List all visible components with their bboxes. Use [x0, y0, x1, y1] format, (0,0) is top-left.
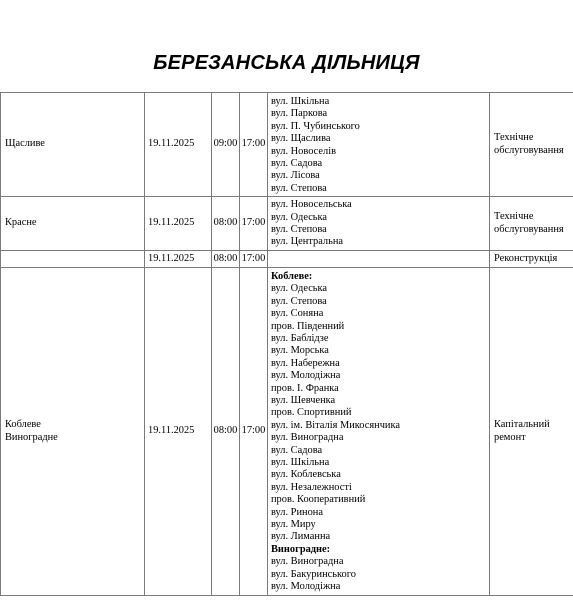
street-group-label: Виноградне: — [271, 543, 331, 555]
street-item: вул. Шкільна — [271, 456, 330, 468]
street-item: пров. Південний — [271, 320, 345, 332]
street-item: вул. Одеська — [271, 283, 328, 295]
settlement-cell — [1, 267, 145, 596]
table-row — [1, 250, 573, 267]
street-item: вул. Лісова — [271, 170, 320, 182]
settlement-cell: Красне — [1, 197, 145, 251]
date-cell: 19.11.2025 — [145, 197, 212, 251]
streets-cell — [268, 267, 490, 596]
street-item: вул. Миру — [271, 519, 316, 530]
street-item: вул. Степова — [271, 295, 327, 307]
work-type-cell: Технічне обслуговування — [490, 93, 573, 197]
table-row — [1, 93, 573, 197]
street-item: вул. Центральна — [271, 236, 344, 248]
work-type-cell: Капітальний ремонт — [490, 267, 573, 596]
street-item: вул. ім. Віталія Микосянчика — [271, 419, 400, 431]
settlement-name: Виноградне — [5, 431, 58, 443]
settlement-cell — [1, 250, 145, 267]
start-time-cell: 08:00 — [212, 250, 240, 267]
settlement-cell: Щасливе — [1, 93, 145, 197]
street-item: вул. Степова — [271, 182, 327, 194]
street-item: вул. Новосельська — [271, 199, 352, 211]
street-item: вул. Степова — [271, 224, 327, 236]
street-item: вул. Ринона — [271, 506, 323, 518]
date-cell: 19.11.2025 — [145, 267, 212, 596]
settlement-name: Коблеве — [5, 419, 41, 431]
start-time-cell: 08:00 — [212, 267, 240, 596]
street-item: пров. Кооперативний — [271, 494, 366, 506]
street-item: пров. Спортивний — [271, 407, 352, 419]
section-title: БЕРЕЗАНСЬКА ДІЛЬНИЦЯ — [153, 52, 420, 74]
start-time-cell: 08:00 — [212, 197, 240, 251]
street-item: вул. Паркова — [271, 108, 328, 120]
streets-cell — [268, 93, 490, 197]
table-row — [1, 267, 573, 596]
street-item: вул. Шевченка — [271, 394, 336, 406]
street-item: вул. Морська — [271, 345, 329, 357]
street-item: вул. Набережна — [271, 357, 340, 369]
street-item: вул. Виноградна — [271, 556, 344, 568]
table-row — [1, 197, 573, 251]
streets-cell — [268, 250, 490, 267]
date-cell: 19.11.2025 — [145, 250, 212, 267]
street-item: вул. Садова — [271, 444, 323, 456]
end-time-cell: 17:00 — [240, 93, 268, 197]
date-cell: 19.11.2025 — [145, 93, 212, 197]
street-item: вул. П. Чубинського — [271, 120, 360, 132]
street-item: пров. І. Франка — [271, 382, 339, 394]
outage-schedule-table — [0, 92, 573, 596]
end-time-cell: 17:00 — [240, 267, 268, 596]
street-group-label: Коблеве: — [271, 270, 313, 282]
street-item: вул. Шкільна — [271, 96, 330, 107]
street-item: вул. Молодіжна — [271, 581, 341, 593]
work-type-cell: Реконструкція — [490, 250, 573, 267]
street-item: вул. Одеська — [271, 211, 328, 223]
start-time-cell: 09:00 — [212, 93, 240, 197]
streets-cell — [268, 197, 490, 251]
street-item: вул. Незалежності — [271, 481, 352, 493]
work-type-cell: Технічне обслуговування — [490, 197, 573, 251]
street-item: вул. Виноградна — [271, 432, 344, 444]
street-item: вул. Новоселів — [271, 145, 336, 157]
end-time-cell: 17:00 — [240, 197, 268, 251]
street-item: вул. Лиманна — [271, 531, 331, 543]
street-item: вул. Бакуринського — [271, 568, 356, 580]
street-item: вул. Соняна — [271, 308, 324, 320]
street-item: вул. Молодіжна — [271, 370, 341, 382]
street-item: вул. Щаслива — [271, 133, 331, 145]
street-item: вул. Садова — [271, 158, 323, 170]
end-time-cell: 17:00 — [240, 250, 268, 267]
street-item: вул. Баблідзе — [271, 332, 329, 344]
street-item: вул. Коблевська — [271, 469, 341, 481]
